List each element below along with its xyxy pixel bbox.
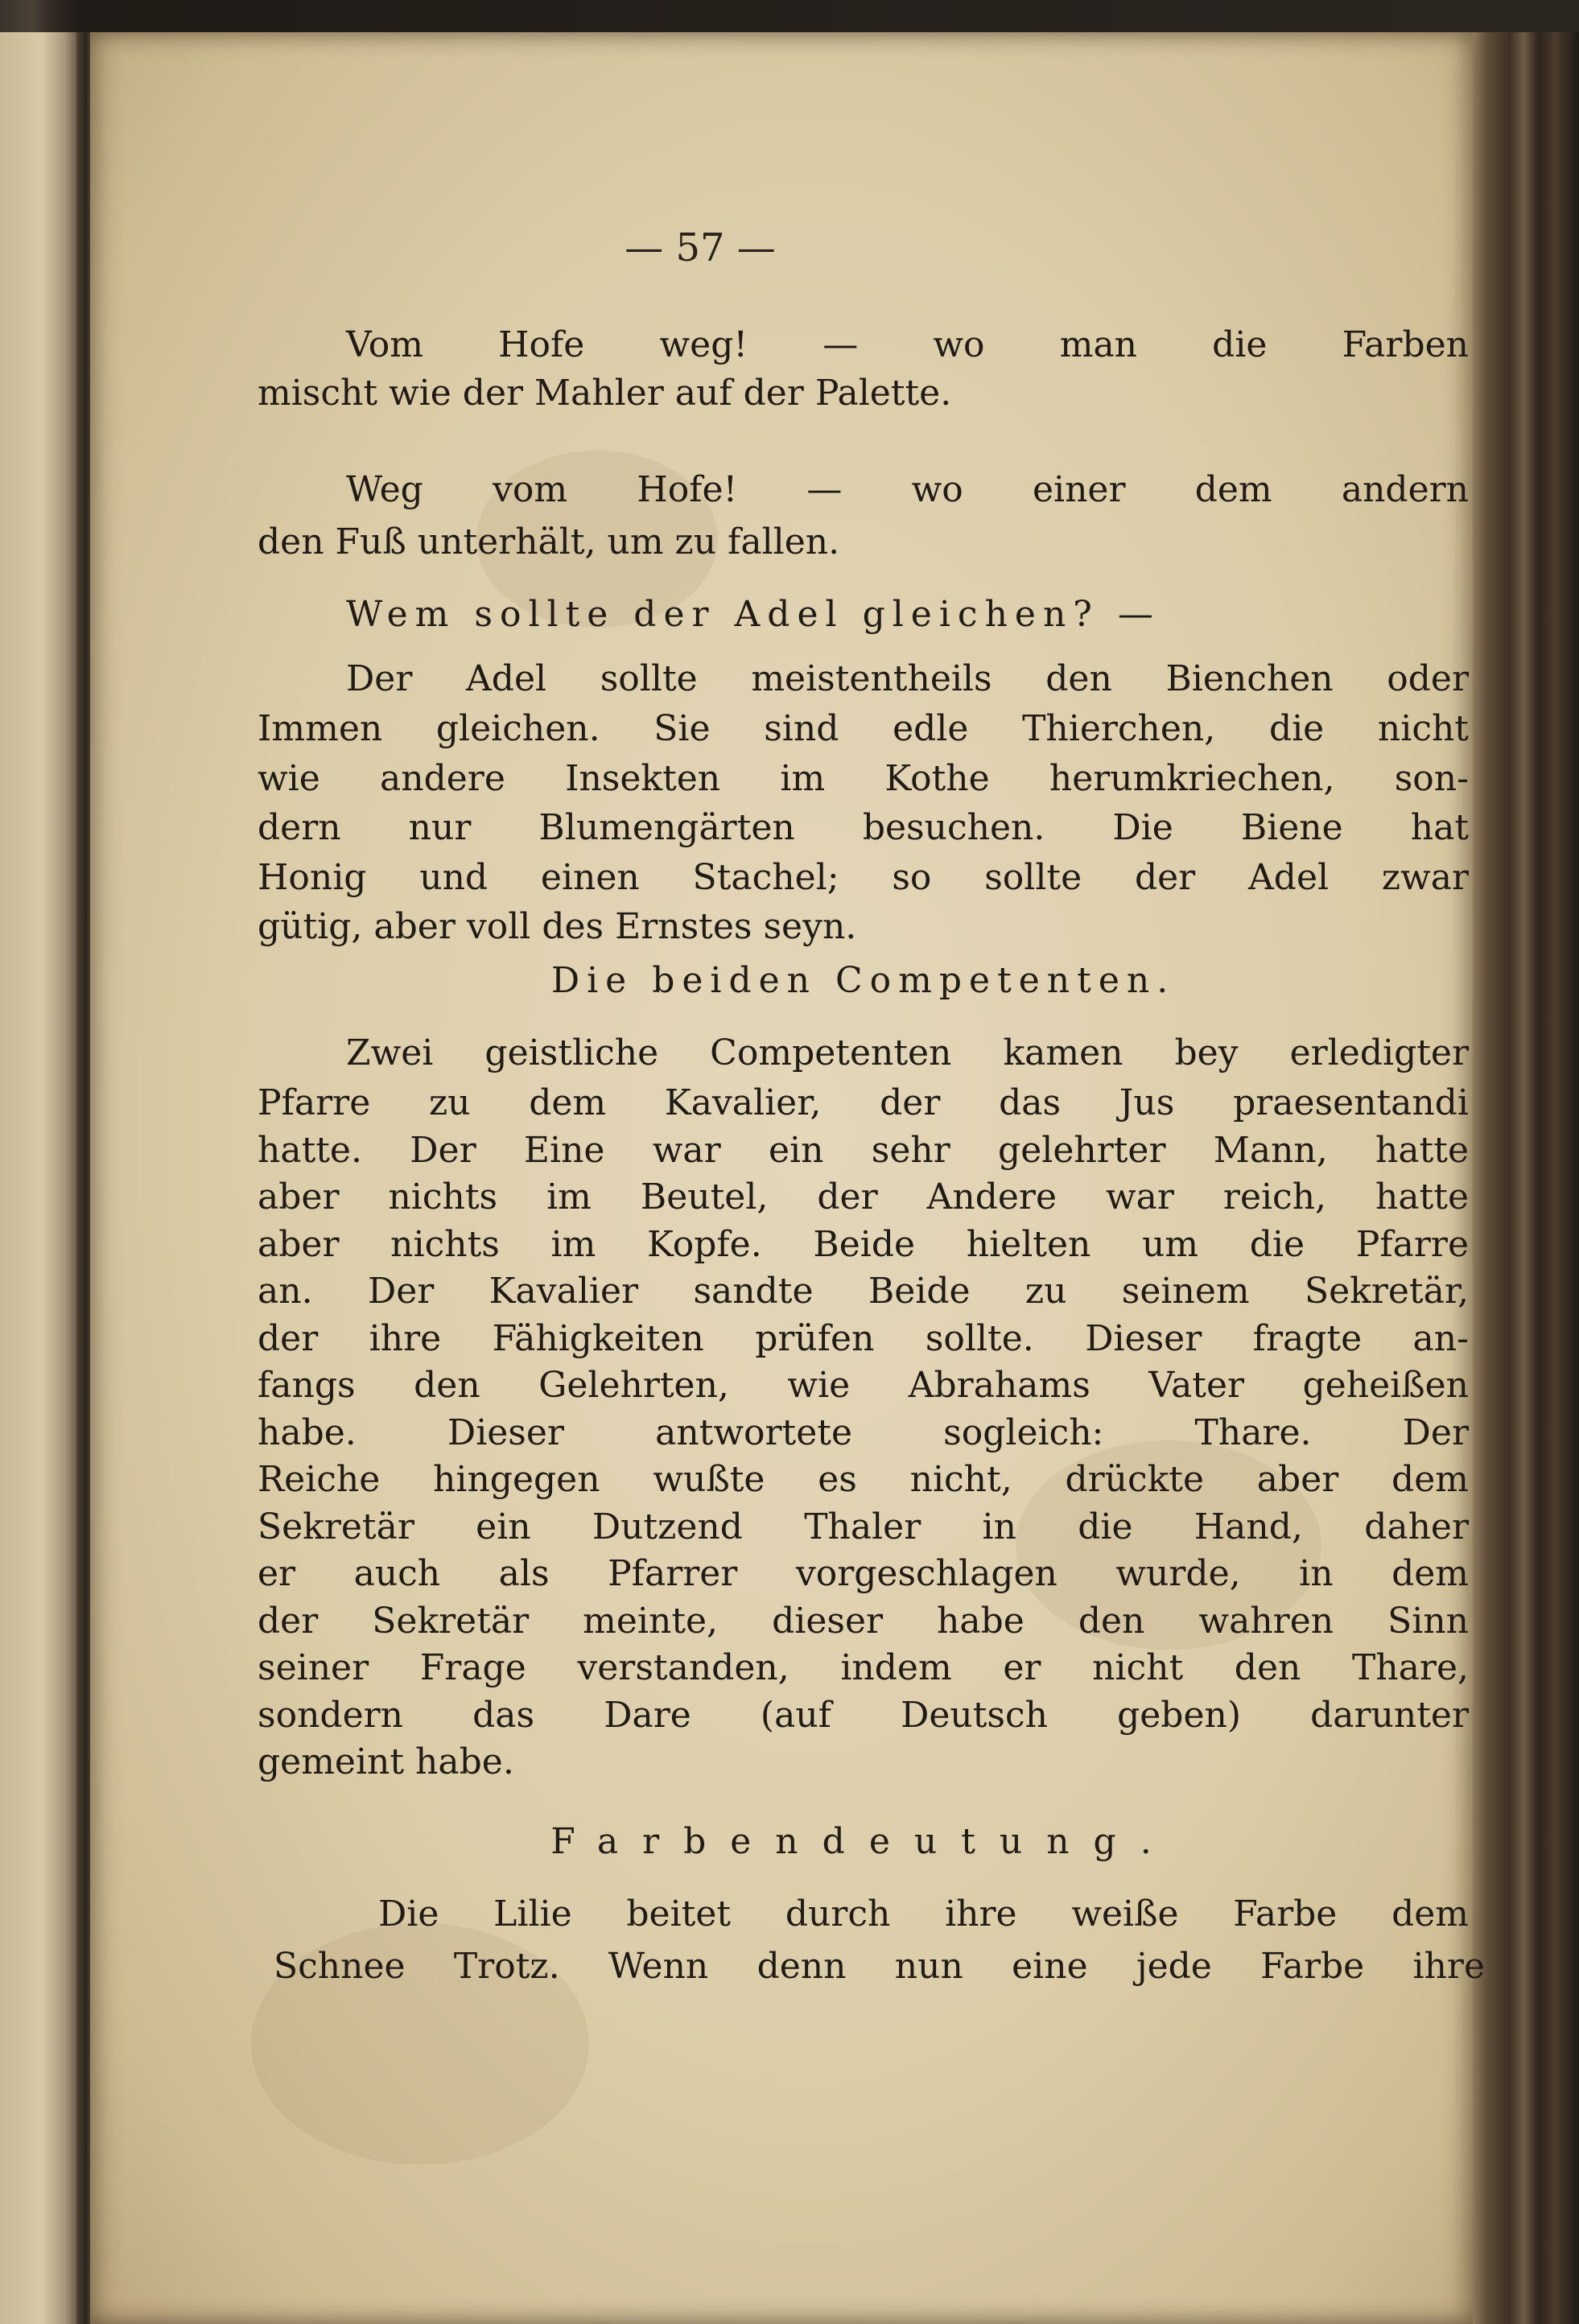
text-line: hatte. Der Eine war ein sehr gelehrter Mann, hatte: [258, 1129, 1469, 1171]
book-fore-edge: [1473, 32, 1579, 2324]
text-line: wie andere Insekten im Kothe herumkriechen, son-: [258, 757, 1469, 799]
text-line: gütig, aber voll des Ernstes seyn.: [258, 906, 857, 947]
text-line: Reiche hingegen wußte es nicht, drückte aber dem: [258, 1459, 1469, 1500]
text-line: dern nur Blumengärten besuchen. Die Biene hat: [258, 807, 1469, 848]
section-heading: Farbendeutung.: [550, 1821, 1176, 1862]
text-line: Weg vom Hofe! — wo einer dem andern: [346, 469, 1469, 510]
text-line: aber nichts im Kopfe. Beide hielten um die Pfarre: [258, 1223, 1469, 1265]
text-line: der ihre Fähigkeiten prüfen sollte. Dieser fragte an-: [258, 1317, 1469, 1359]
text-line: sondern das Dare (auf Deutsch geben) darunter: [258, 1694, 1469, 1736]
left-page-edge: [0, 32, 76, 2324]
paragraph-vom-hofe-weg: [346, 322, 1469, 369]
heading-adel: [346, 591, 1392, 638]
paragraph-weg-vom-hofe: [346, 467, 1469, 513]
text-line: Die Lilie beitet durch ihre weiße Farbe dem: [378, 1893, 1469, 1935]
text-line: der Sekretär meinte, dieser habe den wahren Sinn: [258, 1600, 1469, 1642]
heading-farbendeutung: [258, 1819, 1469, 1865]
section-heading: Wem sollte der Adel gleichen? —: [346, 594, 1161, 635]
text-line: er auch als Pfarrer vorgeschlagen wurde, in dem: [258, 1553, 1469, 1594]
paragraph-adel-body: [258, 706, 1469, 950]
paragraph-vom-hofe-weg-cont: [258, 370, 1368, 417]
text-line: Immen gleichen. Sie sind edle Thierchen, die nicht: [258, 708, 1469, 749]
text-line: mischt wie der Mahler auf der Palette.: [258, 373, 952, 414]
text-line: fangs den Gelehrten, wie Abrahams Vater geheißen: [258, 1365, 1469, 1406]
paragraph-adel: [346, 656, 1469, 703]
text-line: habe. Dieser antwortete sogleich: Thare. Der: [258, 1411, 1469, 1453]
paragraph-weg-vom-hofe-cont: [258, 519, 1368, 566]
text-line: Pfarre zu dem Kavalier, der das Jus praesentandi: [258, 1082, 1469, 1123]
paragraph-farbendeutung-cont: [274, 1943, 1485, 1990]
text-line: Vom Hofe weg! — wo man die Farben: [346, 324, 1469, 365]
text-line: aber nichts im Beutel, der Andere war reich, hatte: [258, 1176, 1469, 1218]
page-number: — 57 —: [625, 225, 776, 270]
section-heading: Die beiden Competenten.: [550, 960, 1176, 1001]
text-line: Honig und einen Stachel; so sollte der Adel zwar: [258, 856, 1469, 898]
paragraph-farbendeutung: [378, 1891, 1469, 1938]
text-line: gemeint habe.: [258, 1741, 514, 1782]
paragraph-competenten: [346, 1030, 1469, 1077]
text-line: Schnee Trotz. Wenn denn nun eine jede Farbe ihre: [274, 1946, 1485, 1987]
heading-competenten: [258, 958, 1469, 1004]
text-line: Sekretär ein Dutzend Thaler in die Hand, daher: [258, 1506, 1469, 1547]
text-line: den Fuß unterhält, um zu fallen.: [258, 521, 840, 562]
text-line: an. Der Kavalier sandte Beide zu seinem Sekretär,: [258, 1271, 1469, 1312]
text-line: Zwei geistliche Competenten kamen bey erledigter: [346, 1032, 1469, 1073]
text-line: seiner Frage verstanden, indem er nicht den Thare,: [258, 1647, 1469, 1688]
text-line: Der Adel sollte meistentheils den Bienchen oder: [346, 658, 1469, 699]
paragraph-competenten-body: [258, 1080, 1469, 1786]
